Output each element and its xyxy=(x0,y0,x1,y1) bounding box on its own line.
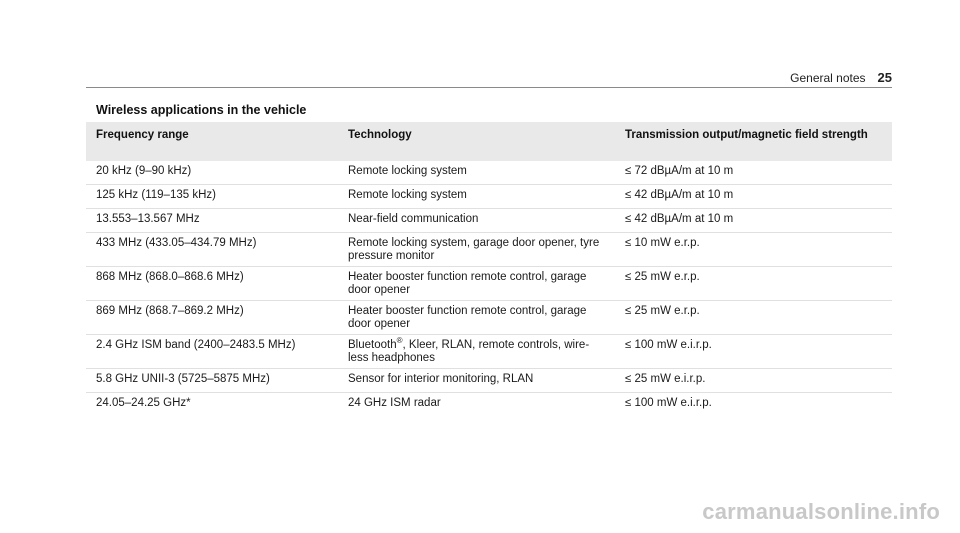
page-number: 25 xyxy=(877,70,892,85)
cell-frequency: 869 MHz (868.7–869.2 MHz) xyxy=(86,301,338,335)
registered-mark: ® xyxy=(396,336,403,346)
technology-rest: , Kleer, RLAN, remote controls, wireless headphones xyxy=(348,339,590,364)
table-row xyxy=(86,393,892,417)
table-row xyxy=(86,267,892,301)
table-row xyxy=(86,233,892,267)
header-frequency: Frequency range xyxy=(86,122,338,161)
cell-frequency: 2.4 GHz ISM band (2400–2483.5 MHz) xyxy=(86,335,338,369)
cell-technology: Near-field communication xyxy=(338,209,615,233)
cell-output: ≤ 42 dBµA/m at 10 m xyxy=(615,185,892,209)
bluetooth-label: Bluetooth xyxy=(348,339,397,351)
header-technology: Technology xyxy=(338,122,615,161)
header-output: Transmission output/magnetic field strength xyxy=(615,122,892,161)
table-row xyxy=(86,301,892,335)
cell-frequency: 5.8 GHz UNII-3 (5725–5875 MHz) xyxy=(86,369,338,393)
table-row xyxy=(86,335,892,369)
section-name: General notes xyxy=(790,71,866,85)
cell-output: ≤ 72 dBµA/m at 10 m xyxy=(615,161,892,185)
cell-frequency: 13.553–13.567 MHz xyxy=(86,209,338,233)
cell-technology: Heater booster function remote control, garage door opener xyxy=(338,267,615,301)
cell-technology: Remote locking system, garage door opener, tyre pressure monitor xyxy=(338,233,615,267)
table-row xyxy=(86,161,892,185)
table-header-row xyxy=(86,122,892,161)
cell-frequency: 433 MHz (433.05–434.79 MHz) xyxy=(86,233,338,267)
header-rule xyxy=(86,87,892,88)
cell-technology: Sensor for interior monitoring, RLAN xyxy=(338,369,615,393)
cell-frequency: 24.05–24.25 GHz* xyxy=(96,397,191,409)
section-title: Wireless applications in the vehicle xyxy=(96,103,307,117)
cell-output: ≤ 100 mW e.i.r.p. xyxy=(625,397,712,409)
cell-output: ≤ 100 mW e.i.r.p. xyxy=(615,335,892,369)
cell-frequency: 125 kHz (119–135 kHz) xyxy=(86,185,338,209)
wireless-table xyxy=(86,122,892,416)
cell-technology: Heater booster function remote control, garage door opener xyxy=(338,301,615,335)
cell-frequency: 868 MHz (868.0–868.6 MHz) xyxy=(86,267,338,301)
table-row xyxy=(86,185,892,209)
table-row xyxy=(86,369,892,393)
cell-technology: 24 GHz ISM radar xyxy=(348,397,441,409)
running-head xyxy=(790,70,892,85)
cell-output: ≤ 25 mW e.r.p. xyxy=(615,267,892,301)
cell-output: ≤ 10 mW e.r.p. xyxy=(615,233,892,267)
cell-technology xyxy=(338,335,615,369)
table-row xyxy=(86,209,892,233)
cell-output: ≤ 42 dBµA/m at 10 m xyxy=(615,209,892,233)
cell-frequency: 20 kHz (9–90 kHz) xyxy=(86,161,338,185)
cell-technology: Remote locking system xyxy=(338,185,615,209)
cell-output: ≤ 25 mW e.r.p. xyxy=(615,301,892,335)
cell-technology: Remote locking system xyxy=(338,161,615,185)
watermark: carmanualsonline.info xyxy=(702,499,940,524)
cell-output: ≤ 25 mW e.i.r.p. xyxy=(615,369,892,393)
